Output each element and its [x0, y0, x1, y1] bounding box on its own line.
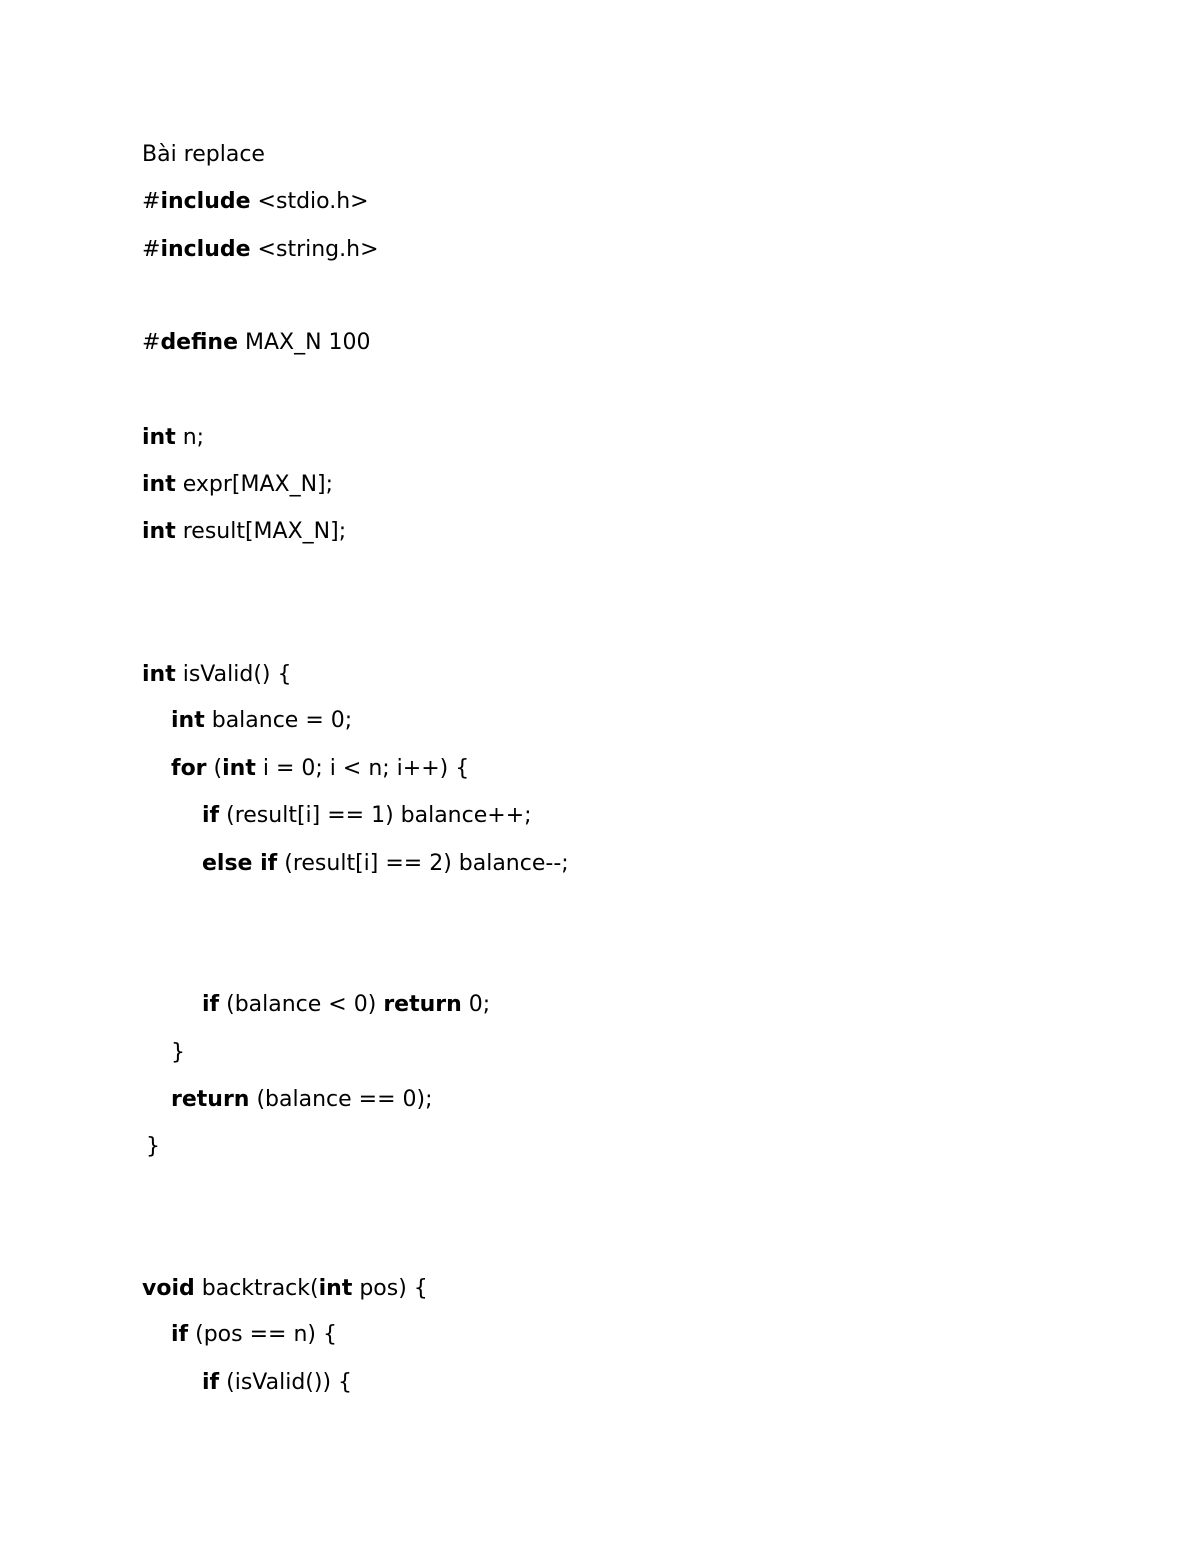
code-line-include-string	[142, 235, 379, 265]
code-line-isvalid-signature	[142, 660, 291, 690]
code-line-close-for	[171, 1038, 185, 1068]
code-keyword: if	[202, 1370, 220, 1395]
code-text: #	[142, 330, 161, 355]
code-keyword: return	[383, 992, 462, 1017]
code-keyword: int	[142, 425, 176, 450]
code-text: <string.h>	[250, 237, 379, 262]
code-text: isValid() {	[175, 662, 292, 687]
code-text: (pos == n) {	[188, 1322, 337, 1347]
code-keyword: void	[142, 1276, 195, 1301]
code-keyword: if	[202, 803, 220, 828]
code-line-if-negative-return	[202, 990, 490, 1020]
code-text: <stdio.h>	[250, 189, 369, 214]
code-text: }	[171, 1040, 185, 1065]
code-text: #	[142, 237, 161, 262]
code-keyword: int	[142, 662, 176, 687]
code-keyword: else if	[202, 851, 278, 876]
code-text: (	[206, 756, 223, 781]
code-line-balance-init	[171, 706, 352, 736]
code-keyword: int	[142, 472, 176, 497]
code-line-for-loop	[171, 754, 469, 784]
code-text: MAX_N 100	[238, 330, 371, 355]
code-line-if-isvalid	[202, 1368, 352, 1398]
code-text: (result[i] == 1) balance++;	[219, 803, 532, 828]
code-text: balance = 0;	[204, 708, 353, 733]
code-keyword: int	[142, 519, 176, 544]
code-line-backtrack-signature	[142, 1274, 428, 1304]
code-line-int-expr	[142, 470, 333, 500]
code-keyword: include	[160, 237, 251, 262]
code-keyword: int	[171, 708, 205, 733]
code-line-define-max-n	[142, 328, 371, 358]
code-text: backtrack(	[194, 1276, 319, 1301]
code-line-include-stdio	[142, 187, 369, 217]
code-keyword: if	[202, 992, 220, 1017]
code-text: (isValid()) {	[219, 1370, 353, 1395]
code-line-int-result	[142, 517, 346, 547]
document-title: Bài replace	[142, 142, 265, 167]
code-keyword: int	[318, 1276, 353, 1301]
code-text: #	[142, 189, 161, 214]
code-line-close-isvalid	[146, 1132, 160, 1162]
code-line-if-increment	[202, 801, 532, 831]
code-line-else-if-decrement	[202, 849, 569, 879]
code-text: n;	[175, 425, 205, 450]
code-text: (result[i] == 2) balance--;	[277, 851, 569, 876]
code-keyword: if	[171, 1322, 189, 1347]
code-text: result[MAX_N];	[175, 519, 347, 544]
code-keyword: include	[160, 189, 251, 214]
code-text: pos) {	[352, 1276, 428, 1301]
code-text: }	[146, 1134, 160, 1159]
code-line-if-pos-equals-n	[171, 1320, 337, 1350]
code-text: i = 0; i < n; i++) {	[255, 756, 470, 781]
code-line-int-n	[142, 423, 204, 453]
code-text: (balance < 0)	[219, 992, 384, 1017]
code-text: 0;	[461, 992, 491, 1017]
code-text: (balance == 0);	[249, 1087, 433, 1112]
code-keyword: for	[171, 756, 207, 781]
code-keyword: return	[171, 1087, 250, 1112]
code-line-return-balance	[171, 1085, 433, 1115]
code-keyword: int	[222, 756, 256, 781]
code-keyword: define	[160, 330, 238, 355]
code-text: expr[MAX_N];	[175, 472, 334, 497]
